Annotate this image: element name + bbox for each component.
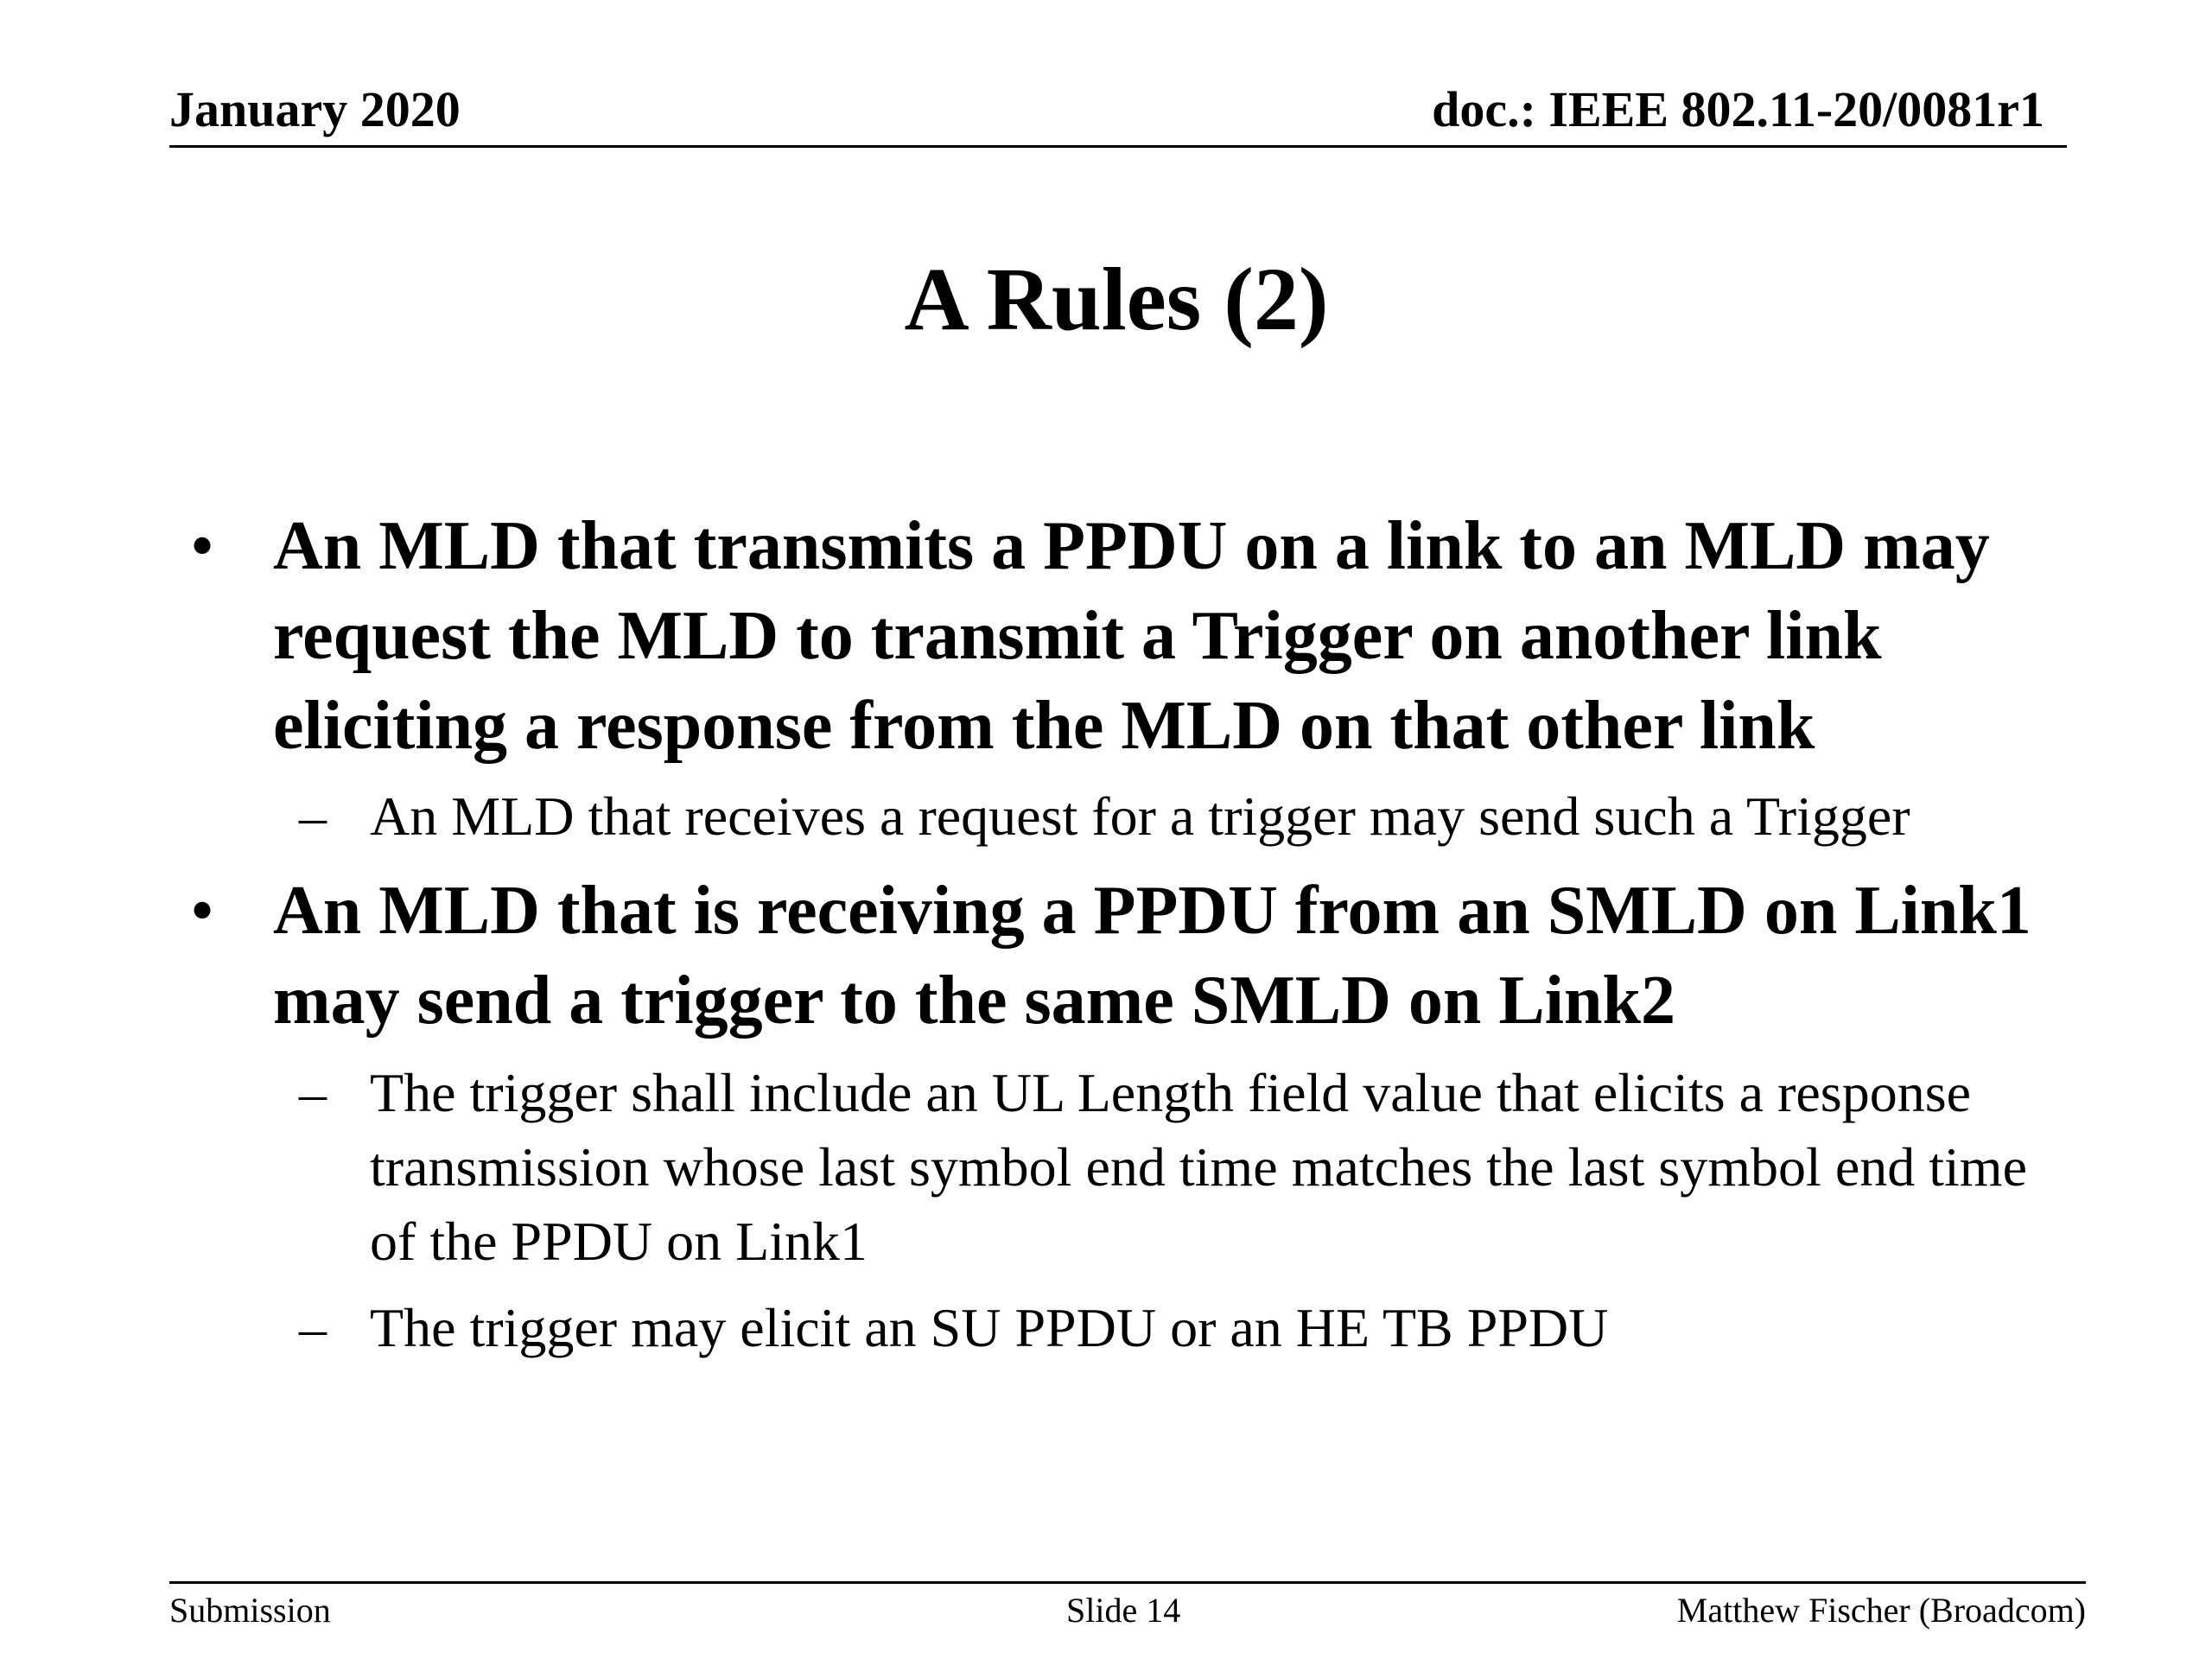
sub-bullet-text: An MLD that receives a request for a trigger may send such a Trigger bbox=[370, 785, 1910, 847]
sub-bullet-item bbox=[299, 1291, 2046, 1365]
bullet-marker: • bbox=[190, 508, 215, 584]
sub-bullet-item bbox=[299, 1056, 2046, 1279]
sub-bullet-marker: – bbox=[299, 785, 327, 847]
footer-submission: Submission bbox=[169, 1591, 331, 1630]
sub-bullet-item bbox=[299, 779, 2046, 854]
header-date: January 2020 bbox=[169, 81, 461, 137]
bullet-marker: • bbox=[190, 873, 215, 949]
header-doc-id: doc.: IEEE 802.11-20/0081r1 bbox=[1432, 81, 2044, 137]
slide-body bbox=[0, 501, 2212, 1365]
bullet-text: An MLD that is receiving a PPDU from an SMLD on Link1 may send a trigger to the same SMLD on Link2 bbox=[273, 873, 2031, 1039]
sub-bullet-marker: – bbox=[299, 1297, 327, 1358]
bullet-text: An MLD that transmits a PPDU on a link to an MLD may request the MLD to transmit a Trigger on another link eliciting a response from the MLD on that other link bbox=[273, 508, 1990, 764]
header-divider bbox=[169, 145, 2067, 148]
bullet-item bbox=[190, 501, 2070, 771]
sub-bullet-text: The trigger may elicit an SU PPDU or an HE TB PPDU bbox=[370, 1297, 1609, 1358]
bullet-item bbox=[190, 866, 2070, 1046]
sub-bullet-text: The trigger shall include an UL Length field value that elicits a response transmission whose last symbol end time matches the last symbol end time of the PPDU on Link1 bbox=[370, 1062, 2027, 1272]
sub-bullet-marker: – bbox=[299, 1062, 327, 1123]
slide-title: A Rules (2) bbox=[904, 250, 1329, 349]
footer-divider bbox=[169, 1581, 2086, 1584]
footer-author: Matthew Fischer (Broadcom) bbox=[1676, 1591, 2086, 1630]
footer-slide-number: Slide 14 bbox=[1066, 1591, 1181, 1630]
